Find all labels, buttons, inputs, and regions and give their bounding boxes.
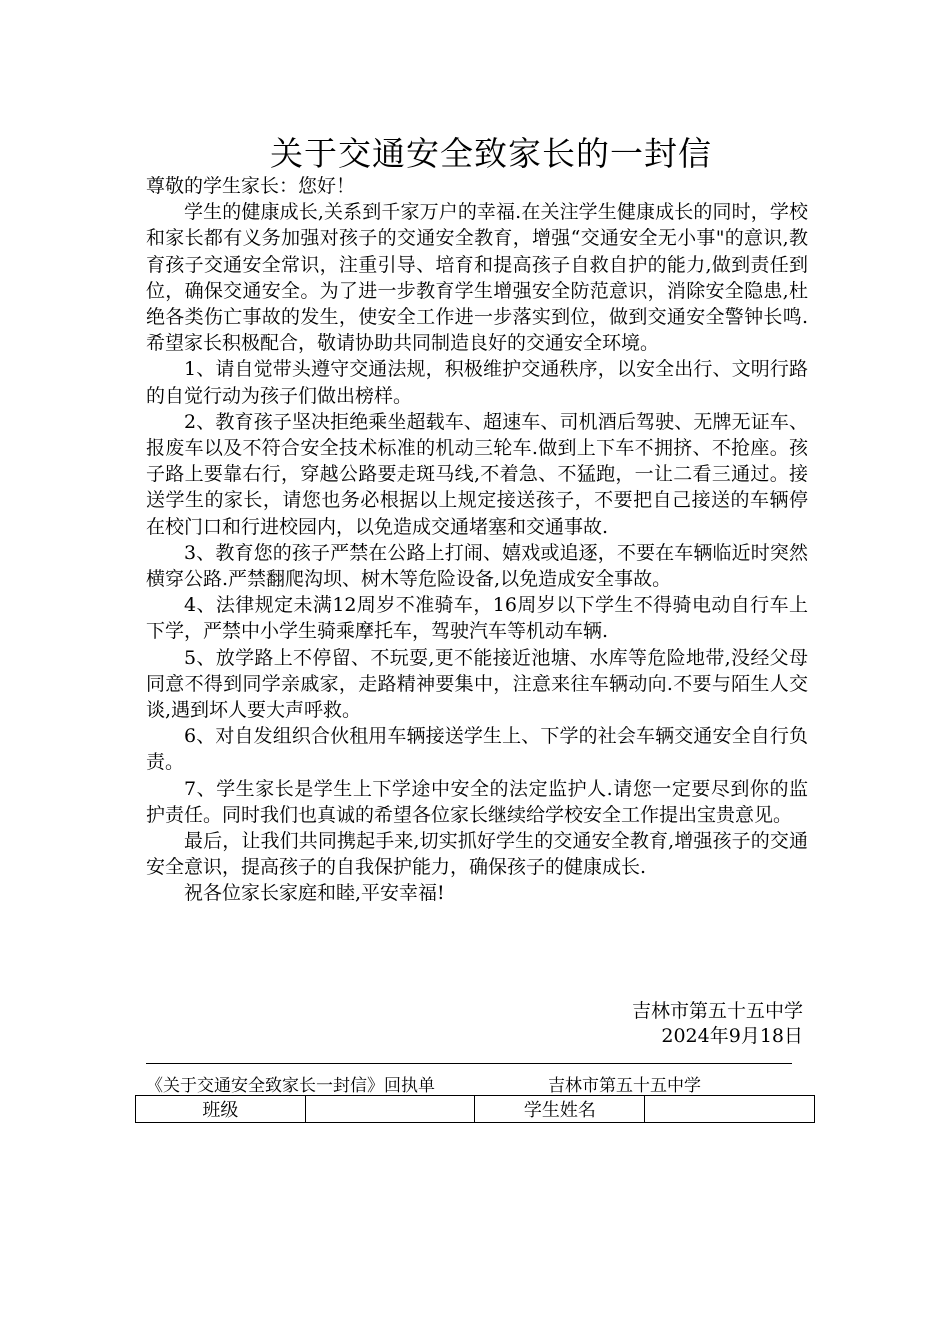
signature-school: 吉林市第五十五中学 xyxy=(631,1000,803,1022)
paragraph-item-5: 5、放学路上不停留、不玩耍,更不能接近池塘、水库等危险地带,没经父母同意不得到同学亲戚家，走路精神要集中，注意来往车辆动向.不要与陌生人交谈,遇到坏人要大声呼救。 xyxy=(146,646,808,722)
letter-title: 关于交通安全致家长的一封信 xyxy=(270,134,712,173)
greeting: 尊敬的学生家长：您好！ xyxy=(146,175,356,197)
class-label: 班级 xyxy=(136,1096,306,1123)
cut-line xyxy=(146,1063,792,1064)
class-field[interactable] xyxy=(305,1096,475,1123)
signature-date: 2024年9月18日 xyxy=(661,1025,803,1047)
paragraph-blessing: 祝各位家长家庭和睦,平安幸福! xyxy=(184,882,445,905)
paragraph-intro: 学生的健康成长,关系到千家万户的幸福.在关注学生健康成长的同时，学校和家长都有义务加强对孩子的交通安全教育，增强“交通安全无小事"的意识,教育孩子交通安全常识，注重引导、培育和提高孩子自救自护的能力,做到责任到位，确保交通安全。为了进一步教育学生增强安全防范意识，消除安全隐患,杜绝各类伤亡事故的发生，使安全工作进一步落实到位，做到交通安全警钟长鸣.希望家长积极配合，敬请协助共同制造良好的交通安全环境。 xyxy=(146,201,808,355)
receipt-table xyxy=(135,1095,815,1123)
letter-body xyxy=(146,173,808,907)
student-name-field[interactable] xyxy=(645,1096,815,1123)
paragraph-item-1: 1、请自觉带头遵守交通法规，积极维护交通秩序，以安全出行、文明行路的自觉行动为孩子们做出榜样。 xyxy=(146,358,808,407)
student-name-label: 学生姓名 xyxy=(475,1096,645,1123)
table-row xyxy=(136,1096,815,1123)
paragraph-item-7: 7、学生家长是学生上下学途中安全的法定监护人.请您一定要尽到你的监护责任。同时我们也真诚的希望各位家长继续给学校安全工作提出宝贵意见。 xyxy=(146,777,808,826)
paragraph-item-4: 4、法律规定未满12周岁不准骑车，16周岁以下学生不得骑电动自行车上下学，严禁中小学生骑乘摩托车，驾驶汽车等机动车辆. xyxy=(146,594,808,643)
receipt-school: 吉林市第五十五中学 xyxy=(548,1076,701,1096)
paragraph-item-6: 6、对自发组织合伙租用车辆接送学生上、下学的社会车辆交通安全自行负责。 xyxy=(146,725,808,774)
receipt-title: 《关于交通安全致家长一封信》回执单 xyxy=(146,1076,435,1096)
paragraph-item-3: 3、教育您的孩子严禁在公路上打闹、嬉戏或追逐，不要在车辆临近时突然横穿公路.严禁翻爬沟坝、树木等危险设备,以免造成安全事故。 xyxy=(146,541,808,591)
paragraph-closing: 最后，让我们共同携起手来,切实抓好学生的交通安全教育,增强孩子的交通安全意识，提高孩子的自我保护能力，确保孩子的健康成长. xyxy=(146,830,808,879)
paragraph-item-2: 2、教育孩子坚决拒绝乘坐超载车、超速车、司机酒后驾驶、无牌无证车、报废车以及不符合安全技术标准的机动三轮车.做到上下车不拥挤、不抢座。孩子路上要靠右行，穿越公路要走斑马线,不着急、不猛跑，一让二看三通过。接送学生的家长，请您也务必根据以上规定接送孩子，不要把自己接送的车辆停在校门口和行进校园内，以免造成交通堵塞和交通事故. xyxy=(146,410,808,538)
